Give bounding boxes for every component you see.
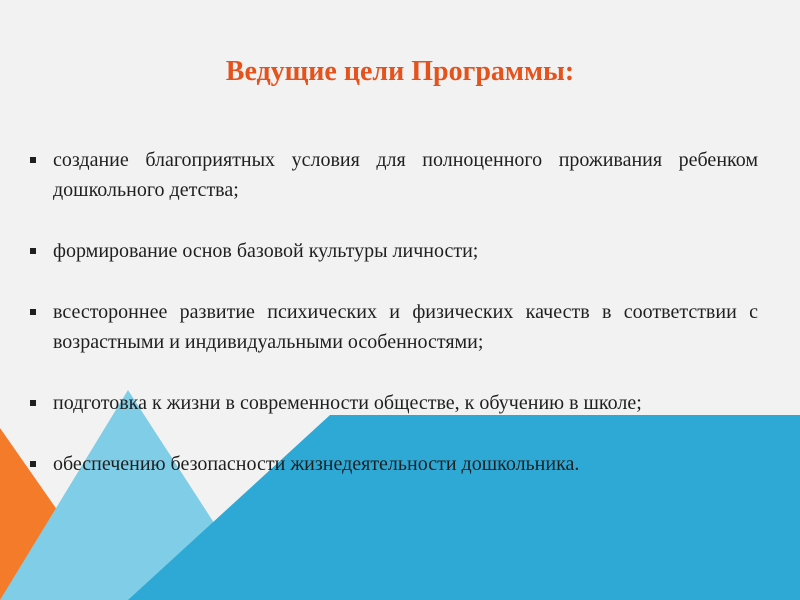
list-item bbox=[30, 449, 758, 479]
goals-list bbox=[30, 145, 758, 479]
goal-text: подготовка к жизни в современности обществе, к обучению в школе; bbox=[53, 392, 642, 414]
square-bullet-icon bbox=[30, 461, 36, 467]
list-item bbox=[30, 236, 758, 266]
goal-text: обеспечению безопасности жизнедеятельности дошкольника. bbox=[53, 453, 580, 475]
square-bullet-icon bbox=[30, 309, 36, 315]
goal-text: всестороннее развитие психических и физических качеств в соответствии с возрастными и индивидуальными особенностями; bbox=[53, 301, 758, 353]
square-bullet-icon bbox=[30, 400, 36, 406]
goal-text: формирование основ базовой культуры личности; bbox=[53, 240, 479, 262]
square-bullet-icon bbox=[30, 157, 36, 163]
list-item bbox=[30, 388, 758, 418]
goal-text: создание благоприятных условия для полноценного проживания ребенком дошкольного детства; bbox=[53, 149, 758, 201]
list-item bbox=[30, 145, 758, 205]
slide-title: Ведущие цели Программы: bbox=[225, 56, 575, 87]
list-item bbox=[30, 297, 758, 357]
square-bullet-icon bbox=[30, 248, 36, 254]
